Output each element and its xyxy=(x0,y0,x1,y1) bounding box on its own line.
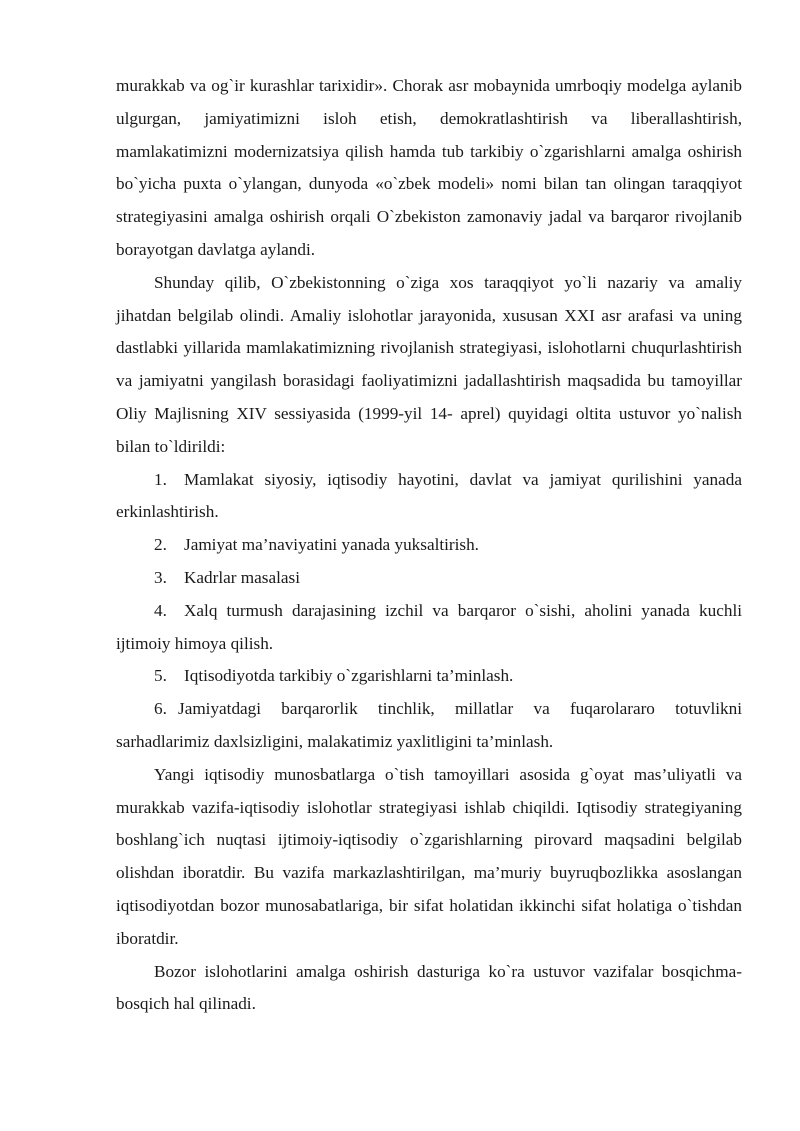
list-number: 1. xyxy=(154,469,167,489)
paragraph-economic-strategy: Yangi iqtisodiy munosbatlarga o`tish tamoyillari asosida g`oyat mas’uliyatli va murakkab vazifa-iqtisodiy islohotlar strategiyasi ishlab chiqildi. Iqtisodiy strategiyaning boshlang`ich nuqtasi ijtimoiy-iqtisodiy o`zgarishlarning pirovard maqsadini belgilab olishdan iboratdir. Bu vazifa markazlashtirilgan, ma’muriy buyruqbozlikka asoslangan iqtisodiyotdan bozor munosabatlariga, bir sifat holatidan ikkinchi sifat holatiga o`tishdan iboratdir. xyxy=(116,764,742,948)
list-item-3 xyxy=(116,562,742,595)
list-text: Jamiyat ma’naviyatini yanada yuksaltirish. xyxy=(184,535,479,555)
list-item-6 xyxy=(116,693,742,759)
list-item-2 xyxy=(116,529,742,562)
list-item-4 xyxy=(116,595,742,661)
list-text: Iqtisodiyotda tarkibiy o`zgarishlarni ta’minlash. xyxy=(184,666,514,686)
list-number: 3. xyxy=(154,567,167,587)
list-number: 6. xyxy=(154,699,167,719)
document-page xyxy=(116,70,742,1021)
list-item-1 xyxy=(116,464,742,530)
list-number: 4. xyxy=(154,600,167,620)
paragraph-market-reforms: Bozor islohotlarini amalga oshirish dasturiga ko`ra ustuvor vazifalar bosqichma-bosqich hal qilinadi. xyxy=(116,961,742,1014)
list-text: Kadrlar masalasi xyxy=(184,567,300,587)
list-text: Mamlakat siyosiy, iqtisodiy hayotini, davlat va jamiyat qurilishini yanada erkinlashtirish. xyxy=(116,469,742,522)
paragraph-priorities-intro: Shunday qilib, O`zbekistonning o`ziga xos taraqqiyot yo`li nazariy va amaliy jihatdan belgilab olindi. Amaliy islohotlar jarayonida, xususan XXI asr arafasi va uning dastlabki yillarida mamlakatimizning rivojlanish strategiyasi, islohotlarni chuqurlashtirish va jamiyatni yangilash borasidagi faoliyatimizni jadallashtirish maqsadida bu tamoyillar Oliy Majlisning XIV sessiyasida (1999-yil 14- aprel) quyidagi oltita ustuvor yo`nalish bilan to`ldirildi: xyxy=(116,272,742,456)
list-number: 5. xyxy=(154,666,167,686)
list-item-5 xyxy=(116,660,742,693)
paragraph-continuation: murakkab va og`ir kurashlar tarixidir». Chorak asr mobaynida umrboqiy modelga aylanib ulgurgan, jamiyatimizni isloh etish, demokratlashtirish va liberallashtirish, mamlakatimizni modernizatsiya qilish hamda tub tarkibiy o`zgarishlarni amalga oshirish bo`yicha puxta o`ylangan, dunyoda «o`zbek modeli» nomi bilan tan olingan taraqqiyot strategiyasini amalga oshirish orqali O`zbekiston zamonaviy jadal va barqaror rivojlanib borayotgan davlatga aylandi. xyxy=(116,76,742,259)
list-number: 2. xyxy=(154,535,167,555)
list-text: Xalq turmush darajasining izchil va barqaror o`sishi, aholini yanada kuchli ijtimoiy himoya qilish. xyxy=(116,600,742,653)
list-text: Jamiyatdagi barqarorlik tinchlik, millatlar va fuqarolararo totuvlikni sarhadlarimiz daxlsizligini, malakatimiz yaxlitligini ta’minlash. xyxy=(116,699,742,751)
